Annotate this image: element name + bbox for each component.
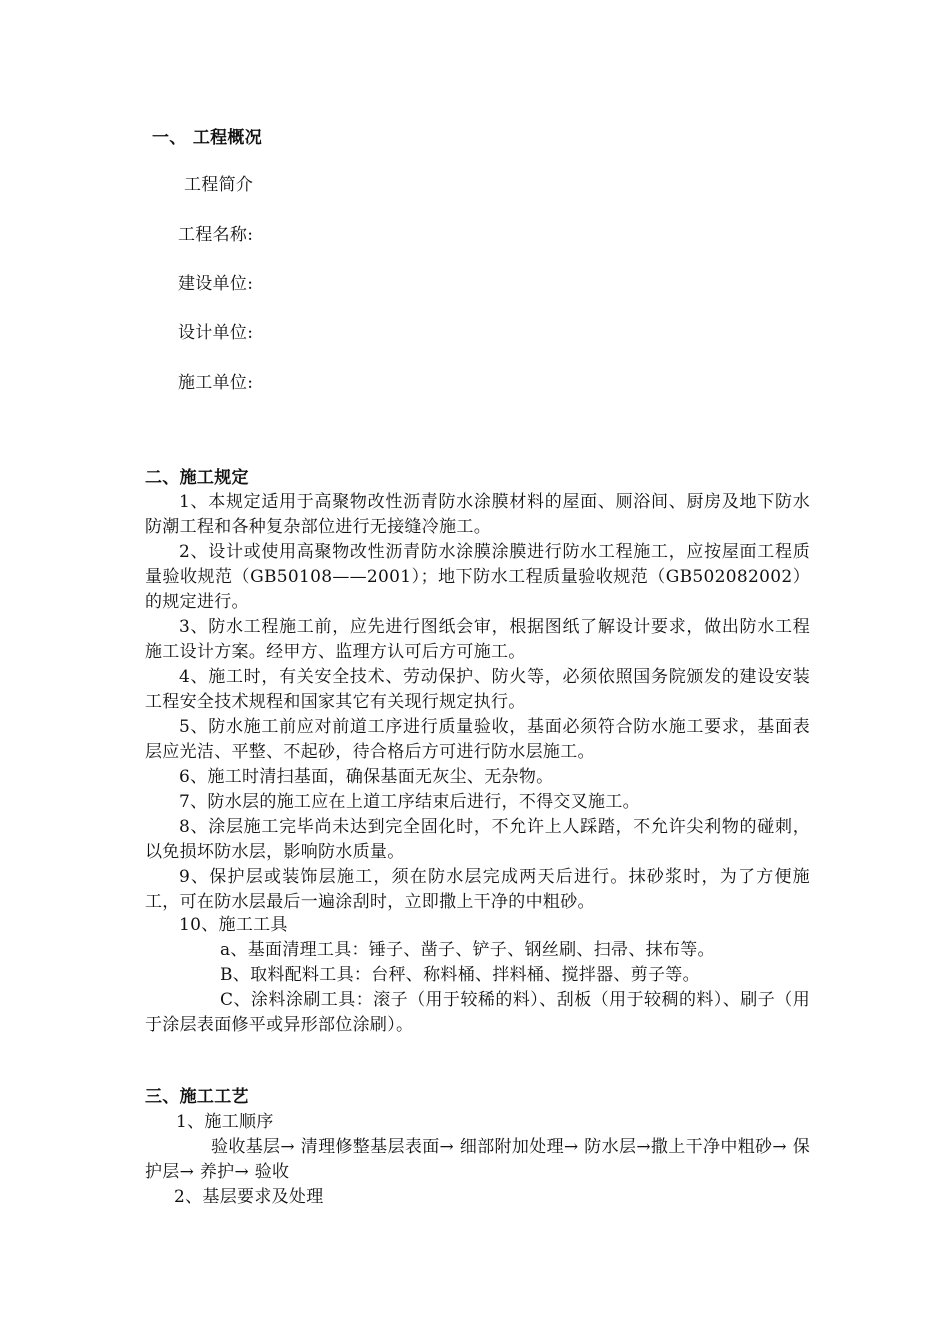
tool-item: C、涂料涂刷工具：滚子（用于较稀的料）、刮板（用于较稠的料）、刷子（用于涂层表面修平或异形部位涂刷）。	[145, 990, 810, 1035]
field-designer: 设计单位:	[178, 323, 254, 343]
field-project-name: 工程名称:	[178, 225, 254, 245]
paragraph: 9、保护层或装饰层施工，须在防水层完成两天后进行。抹砂浆时，为了方便施工，可在防水层最后一遍涂刮时，立即撒上干净的中粗砂。	[145, 867, 810, 912]
field-owner: 建设单位:	[178, 274, 254, 294]
paragraph: 4、施工时，有关安全技术、劳动保护、防火等，必须依照国务院颁发的建设安装工程安全技术规程和国家其它有关现行规定执行。	[145, 667, 810, 712]
tools-title: 10、施工工具	[179, 915, 288, 935]
subheading: 工程简介	[184, 175, 254, 195]
tool-item: a、基面清理工具：锤子、凿子、铲子、钢丝刷、扫帚、抹布等。	[220, 940, 715, 960]
paragraph: 6、施工时清扫基面，确保基面无灰尘、无杂物。	[179, 767, 554, 787]
section-heading: 二、施工规定	[145, 468, 249, 488]
item-title: 2、基层要求及处理	[174, 1187, 324, 1207]
paragraph: 3、防水工程施工前，应先进行图纸会审，根据图纸了解设计要求，做出防水工程施工设计方案。经甲方、监理方认可后方可施工。	[145, 617, 810, 662]
item-title: 1、施工顺序	[176, 1112, 274, 1132]
section-heading: 三、施工工艺	[145, 1087, 249, 1107]
field-contractor: 施工单位:	[178, 373, 254, 393]
paragraph: 2、设计或使用高聚物改性沥青防水涂膜涂膜进行防水工程施工，应按屋面工程质量验收规范（GB50108——2001）；地下防水工程质量验收规范（GB502082002）的规定进行。	[145, 542, 810, 612]
paragraph: 5、防水施工前应对前道工序进行质量验收，基面必须符合防水施工要求，基面表层应光洁、平整、不起砂，待合格后方可进行防水层施工。	[145, 717, 810, 762]
paragraph: 1、本规定适用于高聚物改性沥青防水涂膜材料的屋面、厕浴间、厨房及地下防水防潮工程和各种复杂部位进行无接缝冷施工。	[145, 492, 810, 537]
sequence-text: 验收基层→ 清理修整基层表面→ 细部附加处理→ 防水层→撒上干净中粗砂→ 保护层→ 养护→ 验收	[145, 1137, 810, 1182]
paragraph: 7、防水层的施工应在上道工序结束后进行，不得交叉施工。	[179, 792, 640, 812]
section-heading: 一、 工程概况	[152, 128, 263, 148]
tool-item: B、取料配料工具：台秤、称料桶、拌料桶、搅拌器、剪子等。	[220, 965, 700, 985]
paragraph: 8、涂层施工完毕尚未达到完全固化时，不允许上人踩踏，不允许尖利物的碰刺，以免损坏防水层，影响防水质量。	[145, 817, 810, 862]
